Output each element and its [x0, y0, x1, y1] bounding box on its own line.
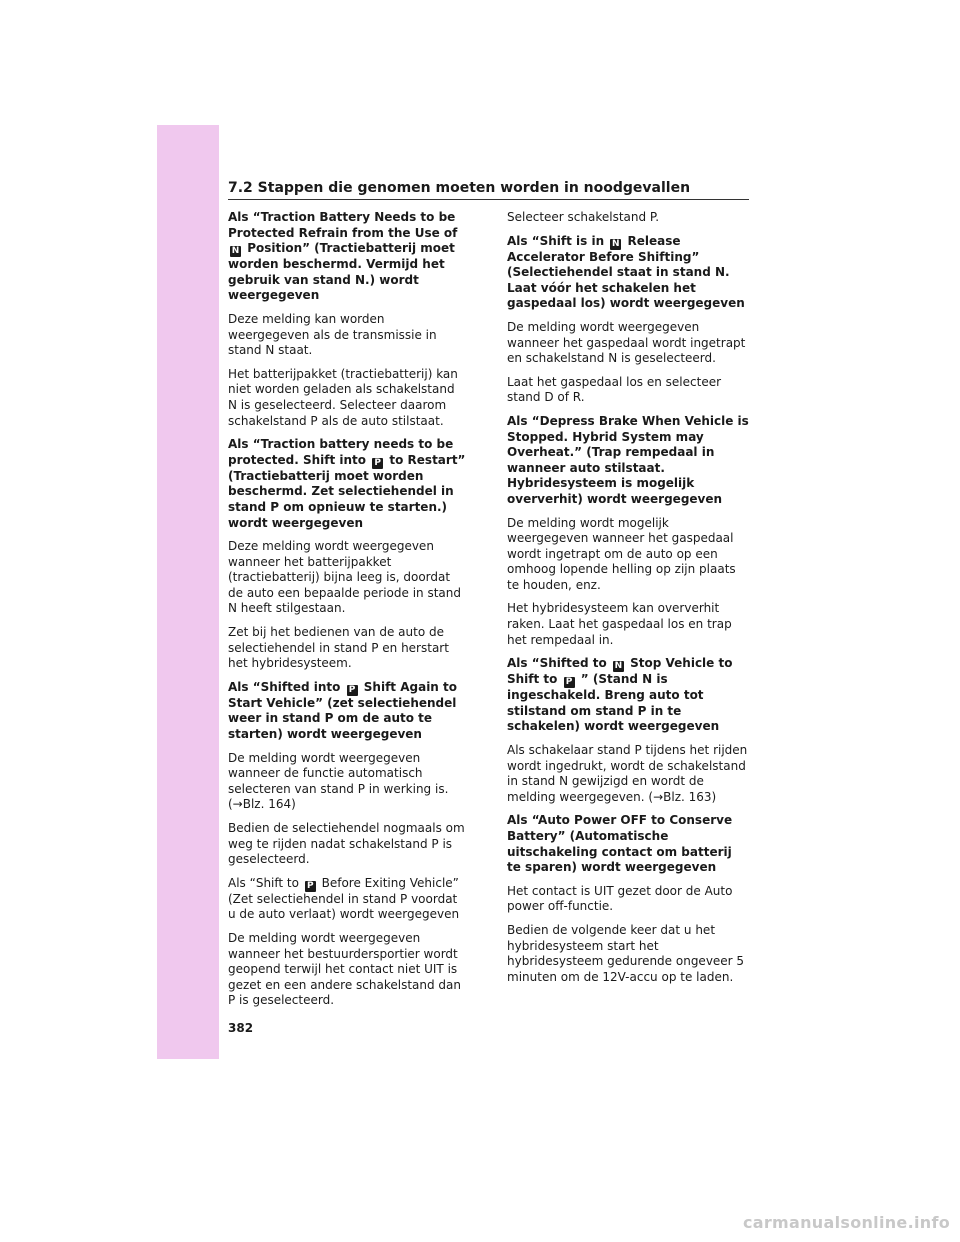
gear-p-icon: P — [305, 881, 316, 892]
heading-shifted-to-n: Als “Shifted to N Stop Vehicle to Shift to P ” (Stand N is ingeschakeld. Breng auto tot stilstand om stand P in te schakelen) wordt weergegeven — [507, 656, 733, 734]
chapter-side-tab — [157, 125, 219, 1059]
paragraph: Bedien de volgende keer dat u het hybridesysteem start het hybridesysteem gedurende ongeveer 5 minuten om de 12V-accu op te laden. — [507, 922, 745, 984]
heading-traction-battery-protected: Als “Traction Battery Needs to be Protected Refrain from the Use of N Position” (Tractiebatterij moet worden beschermd. Vermijd het gebruik van stand N.) wordt weergegeven — [228, 210, 458, 303]
paragraph: Deze melding wordt weergegeven wanneer het batterijpakket (tractiebatterij) bijna leeg is, doordat de auto een bepaalde periode in stand N heeft stilgestaan. — [228, 539, 462, 616]
paragraph: Deze melding kan worden weergegeven als de transmissie in stand N staat. — [228, 311, 437, 358]
left-column — [228, 210, 466, 1017]
paragraph: Het batterijpakket (tractiebatterij) kan niet worden geladen als schakelstand N is geselecteerd. Selecteer daarom schakelstand P als de auto stilstaat. — [228, 366, 458, 428]
gear-n-icon: N — [612, 238, 620, 249]
paragraph: Laat het gaspedaal los en selecteer stand D of R. — [507, 374, 722, 405]
gear-p-icon: P — [347, 685, 358, 696]
paragraph: De melding wordt weergegeven wanneer de functie automatisch selecteren van stand P in werking is. (→Blz. 164) — [228, 750, 449, 812]
paragraph: De melding wordt mogelijk weergegeven wanneer het gaspedaal wordt ingetrapt om de auto op een omhoog lopende helling op zijn plaats te houden, enz. — [507, 515, 736, 592]
paragraph: Zet bij het bedienen van de auto de selectiehendel in stand P en herstart het hybridesysteem. — [228, 625, 449, 671]
paragraph: Het contact is UIT gezet door de Auto power off-functie. — [507, 883, 733, 914]
heading-shift-to-restart: Als “Traction battery needs to be protected. Shift into P to Restart” (Tractiebatterij moet worden beschermd. Zet selectiehendel in stand P om opnieuw te starten.) wordt weergegeven — [228, 437, 466, 530]
gear-p-icon: P — [564, 677, 575, 688]
heading-depress-brake: Als “Depress Brake When Vehicle is Stopped. Hybrid System may Overheat.” (Trap rempedaal in wanneer auto stilstaat. Hybridesysteem is mogelijk oververhit) wordt weergegeven — [507, 413, 749, 506]
gear-p-icon: P — [372, 458, 383, 469]
section-header: 7.2 Stappen die genomen moeten worden in noodgevallen — [228, 180, 749, 200]
gear-n-icon: N — [231, 246, 240, 257]
paragraph: Bedien de selectiehendel nogmaals om weg te rijden nadat schakelstand P is geselecteerd. — [228, 821, 465, 867]
paragraph: Het hybridesysteem kan oververhit raken. Laat het gaspedaal los en trap het rempedaal in. — [507, 601, 732, 647]
heading-shift-is-in-n: Als “Shift is in N Release Accelerator Before Shifting” (Selectiehendel staat in stand N. Laat vóór het schakelen het gaspedaal los) wordt weergegeven — [507, 233, 745, 311]
heading-auto-power-off: Als “Auto Power OFF to Conserve Battery” (Automatische uitschakeling contact om batterij te sparen) wordt weergegeven — [507, 813, 733, 875]
paragraph: Selecteer schakelstand P. — [507, 210, 660, 224]
watermark: carmanualsonline.info — [742, 1213, 950, 1232]
right-column — [507, 210, 749, 993]
paragraph-shift-to-p: Als “Shift to P Before Exiting Vehicle” (Zet selectiehendel in stand P voordat u de auto verlaat) wordt weergegeven — [228, 875, 460, 922]
paragraph: Als schakelaar stand P tijdens het rijden wordt ingedrukt, wordt de schakelstand in stand N gewijzigd en wordt de melding weergegeven. (→Blz. 163) — [507, 743, 748, 804]
heading-shifted-into-p: Als “Shifted into P Shift Again to Start Vehicle” (zet selectiehendel weer in stand P om de auto te starten) wordt weergegeven — [228, 679, 458, 742]
page-number: 382 — [228, 1021, 254, 1035]
paragraph: De melding wordt weergegeven wanneer het bestuurdersportier wordt geopend terwijl het contact niet UIT is gezet en een andere schakelstand dan P is geselecteerd. — [228, 930, 461, 1008]
paragraph: De melding wordt weergegeven wanneer het gaspedaal wordt ingetrapt en schakelstand N is geselecteerd. — [507, 319, 746, 366]
gear-n-icon: N — [614, 661, 623, 672]
